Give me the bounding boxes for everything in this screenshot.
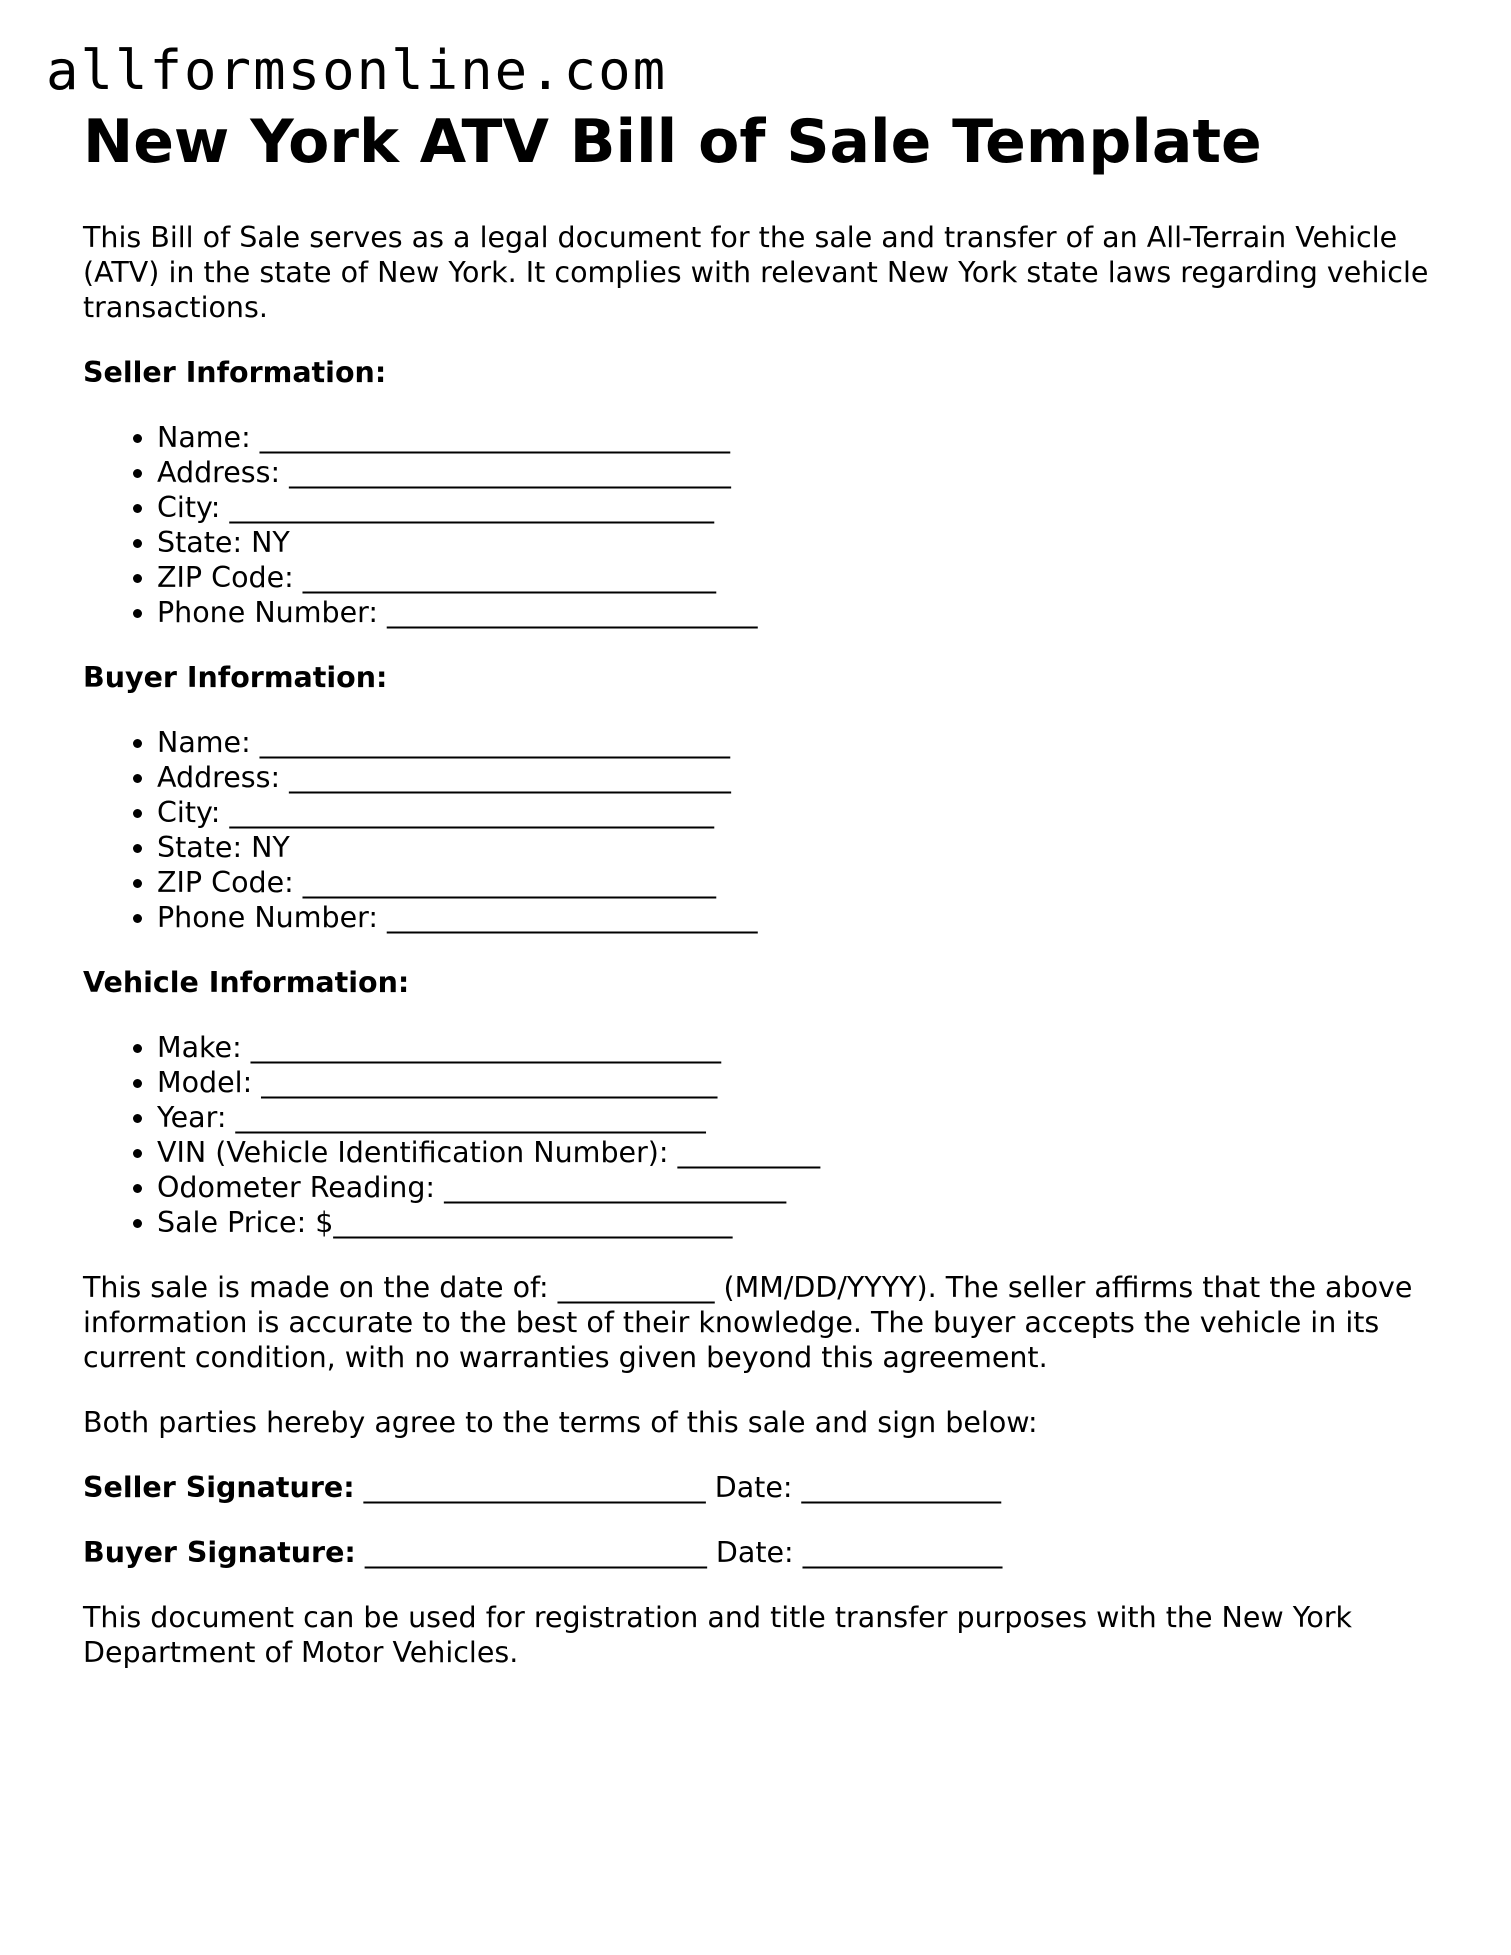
buyer-fields-list — [83, 725, 1443, 935]
document-page — [83, 104, 1443, 1670]
buyer-signature-label: Buyer Signature: — [83, 1536, 356, 1569]
footer-note-paragraph: This document can be used for registration and title transfer purposes with the New York Department of Motor Vehicles. — [83, 1601, 1353, 1669]
seller-state-field: • State: NY — [157, 525, 1443, 560]
document-title: New York ATV Bill of Sale Template — [83, 107, 1262, 177]
seller-fields-list — [83, 420, 1443, 630]
buyer-signature-lines[interactable]: ________________________ Date: ______________ — [355, 1536, 1003, 1569]
seller-zip-field[interactable]: • ZIP Code: _____________________________ — [157, 560, 1443, 595]
seller-address-field[interactable]: • Address: _______________________________ — [157, 455, 1443, 490]
seller-section-heading: Seller Information: — [83, 356, 387, 389]
buyer-signature-row[interactable] — [83, 1535, 1443, 1570]
seller-city-field[interactable]: • City: __________________________________ — [157, 490, 1443, 525]
vehicle-year-field[interactable]: • Year: _________________________________ — [157, 1100, 1443, 1135]
vehicle-sale-price-field[interactable]: • Sale Price: $____________________________ — [157, 1205, 1443, 1240]
buyer-name-field[interactable]: • Name: _________________________________ — [157, 725, 1443, 760]
buyer-city-field[interactable]: • City: __________________________________ — [157, 795, 1443, 830]
seller-signature-label: Seller Signature: — [83, 1471, 355, 1504]
vehicle-vin-field[interactable]: • VIN (Vehicle Identification Number): __________ — [157, 1135, 1443, 1170]
seller-signature-row[interactable] — [83, 1470, 1443, 1505]
watermark-logo: allformsonline.com — [46, 39, 668, 102]
buyer-address-field[interactable]: • Address: _______________________________ — [157, 760, 1443, 795]
seller-name-field[interactable]: • Name: _________________________________ — [157, 420, 1443, 455]
vehicle-odometer-field[interactable]: • Odometer Reading: ________________________ — [157, 1170, 1443, 1205]
sale-statement-paragraph: This sale is made on the date of: ___________ (MM/DD/YYYY). The seller affirms that the above information is accurate to the best of their knowledge. The buyer accepts the vehicle in its current condition, with no warranties given beyond this agreement. — [83, 1271, 1413, 1374]
vehicle-make-field[interactable]: • Make: _________________________________ — [157, 1030, 1443, 1065]
buyer-section-heading: Buyer Information: — [83, 661, 388, 694]
vehicle-fields-list — [83, 1030, 1443, 1240]
seller-signature-lines[interactable]: ________________________ Date: ______________ — [354, 1471, 1002, 1504]
vehicle-model-field[interactable]: • Model: ________________________________ — [157, 1065, 1443, 1100]
agreement-paragraph: Both parties hereby agree to the terms of this sale and sign below: — [83, 1406, 1038, 1439]
vehicle-section-heading: Vehicle Information: — [83, 966, 410, 999]
intro-paragraph: This Bill of Sale serves as a legal document for the sale and transfer of an All-Terrain Vehicle (ATV) in the state of New York. It complies with relevant New York state laws regarding vehicle transactions. — [83, 221, 1429, 324]
seller-phone-field[interactable]: • Phone Number: __________________________ — [157, 595, 1443, 630]
buyer-state-field: • State: NY — [157, 830, 1443, 865]
buyer-phone-field[interactable]: • Phone Number: __________________________ — [157, 900, 1443, 935]
buyer-zip-field[interactable]: • ZIP Code: _____________________________ — [157, 865, 1443, 900]
